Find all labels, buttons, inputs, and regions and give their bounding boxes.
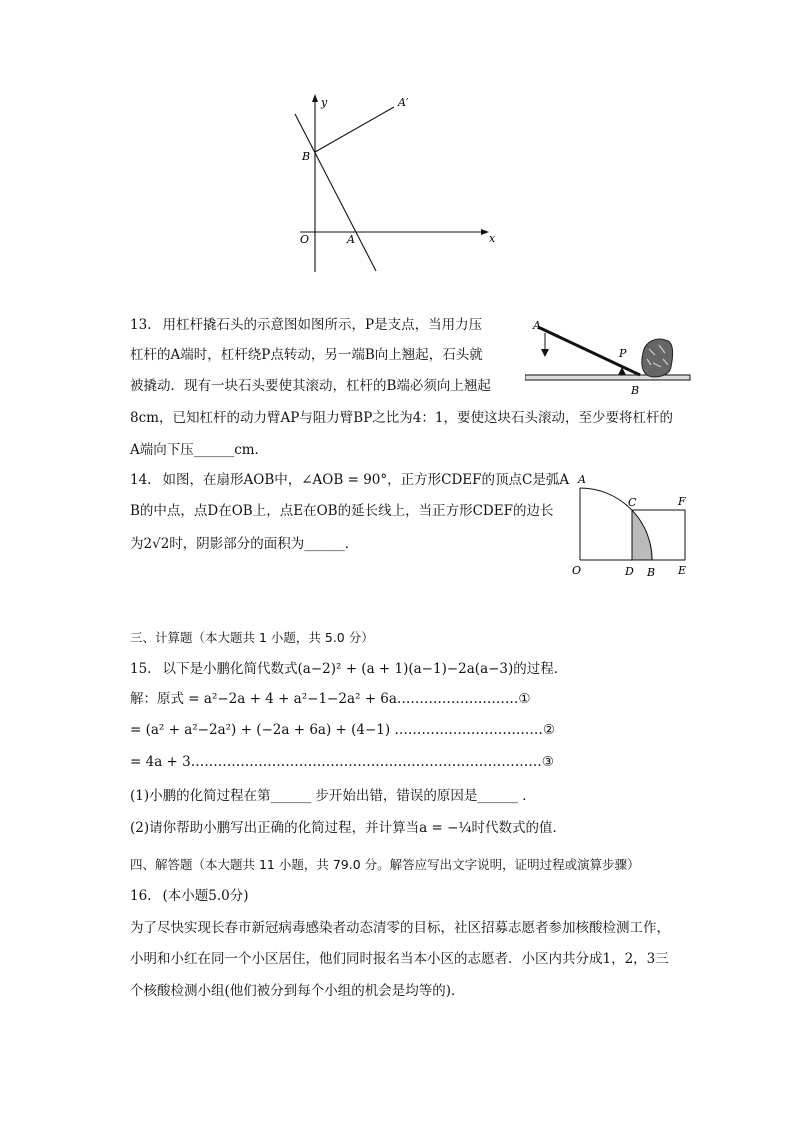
x-axis-label: x	[489, 232, 496, 245]
sector-label-f: F	[678, 495, 686, 508]
q16-line3: 个核酸检测小组(他们被分到每个小组的机会是均等的)．	[130, 983, 465, 999]
q14-line1: 14. 如图，在扇形AOB中，∠AOB = 90°，正方形CDEF的顶点C是弧A	[130, 472, 570, 488]
q15-step2: = (a² + a²−2a²) + (−2a + 6a) + (4−1) ……………………………②	[130, 722, 556, 738]
q15-step1: 解：原式 = a²−2a + 4 + a²−1−2a² + 6a………………………①	[130, 691, 531, 707]
y-axis-arrow	[312, 94, 318, 102]
lever-figure	[525, 315, 695, 400]
point-a-label: A	[347, 233, 355, 246]
q15-line1: 15. 以下是小鹏化简代数式(a−2)² + (a + 1)(a−1)−2a(a−3)的过程．	[130, 661, 568, 677]
q16-line2: 小明和小红在同一个小区居住，他们同时报名当本小区的志愿者．小区内共分成1，2，3三	[130, 951, 669, 967]
ray-ba-prime	[315, 107, 394, 152]
q13-line5: A端向下压______cm．	[130, 442, 269, 458]
sector-label-e: E	[678, 564, 687, 577]
y-axis-label: y	[321, 96, 328, 109]
shaded-region	[632, 510, 653, 560]
q13-line2: 杠杆的A端时，杠杆绕P点转动，另一端B向上翘起，石头就	[130, 347, 483, 363]
rock	[642, 339, 673, 377]
q13-line4: 8cm，已知杠杆的动力臂AP与阻力臂BP之比为4：1，要使这块石头滚动，至少要将杠杆的	[130, 410, 673, 426]
q15-step3: = 4a + 3……………………………………………………………………③	[130, 754, 554, 770]
origin-label: O	[300, 233, 310, 246]
q13-line1: 13. 用杠杆撬石头的示意图如图所示，P是支点，当用力压	[130, 317, 483, 333]
ground-bar	[525, 375, 690, 380]
force-arrow-head	[541, 349, 549, 357]
sector-label-d: D	[625, 565, 634, 578]
lever-label-p: P	[619, 347, 627, 360]
sector-figure	[570, 470, 695, 582]
q14-line2: B的中点，点D在OB上，点E在OB的延长线上，当正方形CDEF的边长	[130, 503, 554, 519]
point-a-prime-label: A′	[398, 96, 409, 109]
lever-label-a: A	[533, 319, 541, 332]
coordinate-figure	[280, 90, 500, 280]
sector-label-b: B	[647, 566, 656, 579]
sector-label-c: C	[628, 496, 637, 509]
point-b-label: B	[302, 150, 311, 163]
section-3-title: 三、计算题（本大题共 1 小题，共 5.0 分）	[130, 630, 374, 645]
q15-sub1: (1)小鹏的化简过程在第______ 步开始出错，错误的原因是______ ．	[130, 788, 536, 804]
q16-head: 16. (本小题5.0分)	[130, 888, 249, 904]
q16-line1: 为了尽快实现长春市新冠病毒感染者动态清零的目标，社区招募志愿者参加核酸检测工作，	[130, 920, 670, 936]
q14-line3: 为2√2时，阴影部分的面积为______．	[130, 536, 359, 552]
q15-sub2: (2)请你帮助小鹏写出正确的化简过程，并计算当a = −¼时代数式的值．	[130, 820, 566, 836]
sector-label-o: O	[572, 564, 582, 577]
line-ab	[295, 114, 376, 271]
lever-label-b: B	[631, 384, 640, 397]
x-axis-arrow	[481, 229, 489, 235]
sector-label-a: A	[578, 473, 586, 486]
q13-line3: 被撬动．现有一块石头要使其滚动，杠杆的B端必须向上翘起	[130, 378, 491, 394]
section-4-title: 四、解答题（本大题共 11 小题，共 79.0 分。解答应写出文字说明，证明过程或演算步骤）	[130, 857, 640, 872]
